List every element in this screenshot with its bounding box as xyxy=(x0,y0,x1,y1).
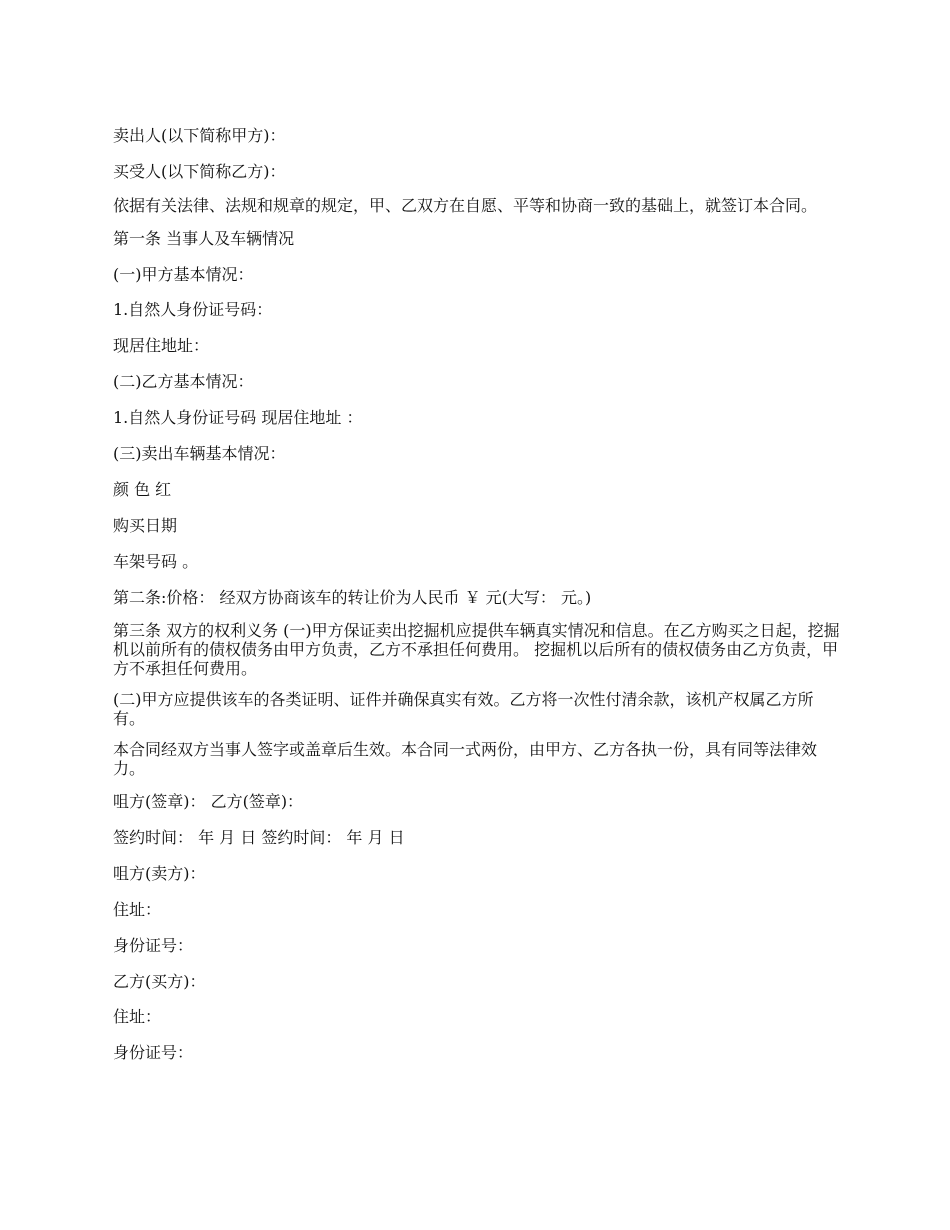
buyer-line: 买受人(以下简称乙方)： xyxy=(113,161,286,181)
party-b-id-address-line: 1.自然人身份证号码 现居住地址 ： xyxy=(113,408,363,428)
preamble-paragraph: 依据有关法律、法规和规章的规定，甲、乙双方在自愿、平等和协商一致的基础上，就签订本合同。 xyxy=(113,195,818,215)
signing-date-line: 签约时间： 年 月 日 签约时间： 年 月 日 xyxy=(113,828,405,848)
buyer-address-label: 住址： xyxy=(113,1007,162,1027)
article-1-heading: 第一条 当事人及车辆情况 xyxy=(113,228,295,248)
vehicle-color-line: 颜 色 红 xyxy=(113,479,172,499)
party-a-id-line: 1.自然人身份证号码： xyxy=(113,300,273,320)
party-a-address-line: 现居住地址： xyxy=(113,336,210,356)
vehicle-info-heading: (三)卖出车辆基本情况： xyxy=(113,444,286,464)
seller-id-label: 身份证号： xyxy=(113,935,194,955)
article-2-price: 第二条:价格： 经双方协商该车的转让价为人民币 ￥ 元(大写： 元。) xyxy=(113,587,592,607)
documents-paragraph: (二)甲方应提供该车的各类证明、证件并确保真实有效。乙方将一次性付清余款，该机产权属乙方所有。 xyxy=(113,690,814,729)
party-b-info-heading: (二)乙方基本情况： xyxy=(113,372,254,392)
document-body xyxy=(113,124,843,1077)
purchase-date-line: 购买日期 xyxy=(113,515,178,535)
party-a-info-heading: (一)甲方基本情况： xyxy=(113,264,254,284)
seller-party-label: 咀方(卖方)： xyxy=(113,863,206,883)
article-3-rights-paragraph: 第三条 双方的权利义务 (一)甲方保证卖出挖掘机应提供车辆真实情况和信息。在乙方购买之日起，挖掘机以前所有的债权债务由甲方负责，乙方不承担任何费用。 挖掘机以后所有的债权债务由乙方负责，甲方不承担任何费用。 xyxy=(113,621,840,679)
seller-line: 卖出人(以下简称甲方)： xyxy=(113,126,286,145)
signature-line: 咀方(签章)： 乙方(签章)： xyxy=(113,792,304,812)
effectiveness-paragraph: 本合同经双方当事人签字或盖章后生效。本合同一式两份，由甲方、乙方各执一份，具有同等法律效力。 xyxy=(113,740,818,779)
buyer-party-label: 乙方(买方)： xyxy=(113,971,206,991)
frame-number-line: 车架号码 。 xyxy=(113,551,199,571)
buyer-id-label: 身份证号： xyxy=(113,1043,194,1063)
seller-address-label: 住址： xyxy=(113,899,162,919)
